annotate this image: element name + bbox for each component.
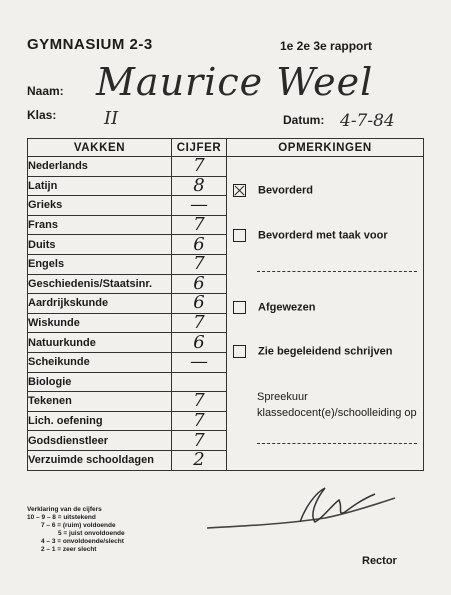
student-class: II [104,108,119,129]
school-title: GYMNASIUM 2-3 [27,36,153,53]
grade-cell: 8 [172,176,227,196]
option-label: Afgewezen [258,301,316,314]
legend-line: 10 – 9 – 8 = uitstekend [27,514,96,521]
student-name: Maurice Weel [96,60,374,104]
grade-cell: 7 [172,431,227,451]
header-remarks: OPMERKINGEN [227,139,424,157]
grade-cell: 7 [172,313,227,333]
checkbox-icon [233,301,246,314]
subject-cell: Geschiedenis/Staatsinr. [28,274,172,294]
subject-cell: Duits [28,235,172,255]
subject-cell: Frans [28,215,172,235]
report-date: 4-7-84 [340,111,395,131]
grade-cell: 2 [172,450,227,470]
subject-cell: Aardrijkskunde [28,294,172,314]
subject-cell: Grieks [28,196,172,216]
rector-label: Rector [362,555,397,567]
header-grade: CIJFER [172,139,227,157]
legend-line: 4 – 3 = onvoldoende/slecht [41,538,124,545]
header-subjects: VAKKEN [28,139,172,157]
grade-cell: — [172,352,227,372]
grades-table [27,138,424,471]
subject-cell: Wiskunde [28,313,172,333]
spreekuur-line-1: Spreekuur [257,391,308,403]
option-label: Bevorderd met taak voor [258,229,388,242]
name-label: Naam: [27,84,64,98]
subject-cell: Latijn [28,176,172,196]
legend-line: 5 = juist onvoldoende [58,530,125,537]
grade-cell: 6 [172,333,227,353]
checkbox-icon [233,229,246,242]
remarks-cell [227,157,424,471]
dashed-line [257,443,417,444]
grade-cell: 7 [172,215,227,235]
grade-legend [27,506,125,554]
subject-cell: Nederlands [28,157,172,177]
grade-cell: 6 [172,294,227,314]
subject-cell: Tekenen [28,392,172,412]
option-bevorderd [233,184,313,197]
grade-cell: 7 [172,392,227,412]
dashed-line [257,271,417,272]
option-label: Zie begeleidend schrijven [258,345,393,358]
subject-cell: Verzuimde schooldagen [28,450,172,470]
grade-cell: 7 [172,411,227,431]
date-label: Datum: [283,113,325,127]
legend-line: 2 – 1 = zeer slecht [41,546,97,553]
grade-cell: 6 [172,235,227,255]
grade-cell [172,372,227,392]
subject-cell: Scheikunde [28,352,172,372]
grade-cell: 7 [172,157,227,177]
checkbox-icon [233,345,246,358]
report-number: 1e 2e 3e rapport [280,39,373,53]
subject-cell: Engels [28,254,172,274]
subject-cell: Godsdienstleer [28,431,172,451]
grade-cell: 7 [172,254,227,274]
option-label: Bevorderd [258,184,314,197]
subject-cell: Natuurkunde [28,333,172,353]
legend-title: Verklaring van de cijfers [27,506,102,513]
subject-cell: Lich. oefening [28,411,172,431]
class-label: Klas: [27,108,57,122]
rector-signature [205,478,405,538]
legend-line: 7 – 6 = (ruim) voldoende [41,522,116,529]
spreekuur-line-2: klassedocent(e)/schoolleiding op [257,407,417,419]
option-afgewezen [233,301,315,314]
grade-cell: — [172,196,227,216]
option-bevorderd-taak [233,229,388,242]
subject-cell: Biologie [28,372,172,392]
checked-box-icon [233,184,246,197]
grade-cell: 6 [172,274,227,294]
option-begeleidend [233,345,393,358]
